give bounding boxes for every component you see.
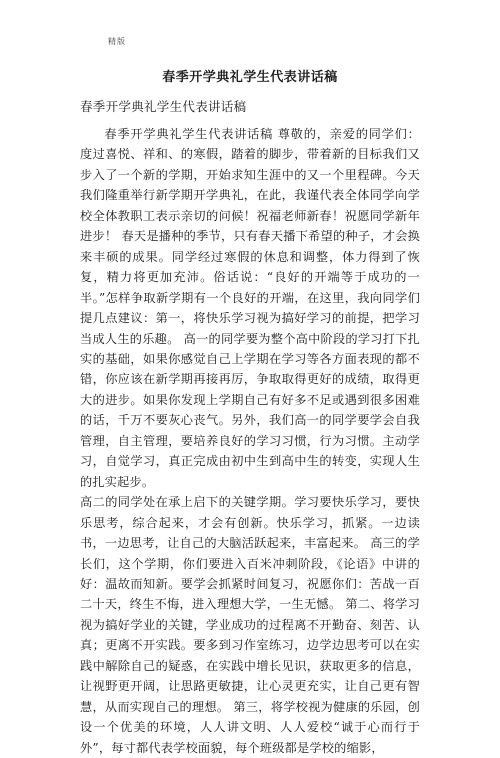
document-title: 春季开学典礼学生代表讲话稿 <box>162 70 338 85</box>
document-subtitle: 春季开学典礼学生代表讲话稿 <box>80 99 247 114</box>
document-body <box>80 124 420 758</box>
body-paragraph: 高二的同学处在承上启下的关键学期。学习要快乐学习，要快乐思考，综合起来，才会有创新。快乐学习，抓紧。一边读书，一边思考，让自己的大脑活跃起来，丰富起来。 高三的学长们，这个学期，你们要进入百米冲刺阶段，《论语》中讲的好：温故而知新。要学会抓紧时间复习，祝愿你们：苦战一百二十天，终生不悔，进入理想大学，一生无憾。 第二、将学习视为搞好学业的关键，学业成功的过程离不开勤奋、刻苦、认真；更离不开实践。要多到习作室练习，边学边思考可以在实践中解除自己的疑惑，在实践中增长见识，获取更多的信息，让视野更开阔，让思路更敏捷，让心灵更充实，让自己更有智慧，从而实现自己的理想。 第三，将学校视为健康的乐园，创设一个优美的环境，人人讲文明、人人爱校“诚于心而行于外”，每寸都代表学校面貌，每个班级都是学校的缩影， <box>80 495 420 755</box>
body-paragraph: 春季开学典礼学生代表讲话稿 尊敬的，亲爱的同学们： 度过喜悦、祥和、的寒假，踏着的脚步，带着新的目标我们又步入了一个新的学期，开始求知生涯中的又一个里程碑。今天我们隆重举行新学期开学典礼，在此，我谨代表全体同学向学校全体教职工表示亲切的问候！祝福老师新春！祝愿同学新年进步！ 春天是播种的季节，只有春天播下希望的种子，才会换来丰硕的成果。同学经过寒假的休息和调整，体力得到了恢复，精力将更加充沛。俗话说：“良好的开端等于成功的一半。”怎样争取新学期有一个良好的开端，在这里，我向同学们提几点建议：第一，将快乐学习视为搞好学习的前提，把学习当成人生的乐趣。 高一的同学要为整个高中阶段的学习打下扎实的基础，如果你感觉自己上学期在学习等各方面表现的都不错，你应该在新学期再接再厉，争取取得更好的成绩，取得更大的进步。如果你发现上学期自己有好多不足或遇到很多困难的话，千万不要灰心丧气。另外，我们高一的同学要学会自我管理，自主管理，要培养良好的学习习惯，行为习惯。主动学习，自觉学习，真正完成由初中生到高中生的转变，实现人生的扎实起步。 <box>80 127 420 489</box>
header-mark: 精版 <box>108 37 126 46</box>
